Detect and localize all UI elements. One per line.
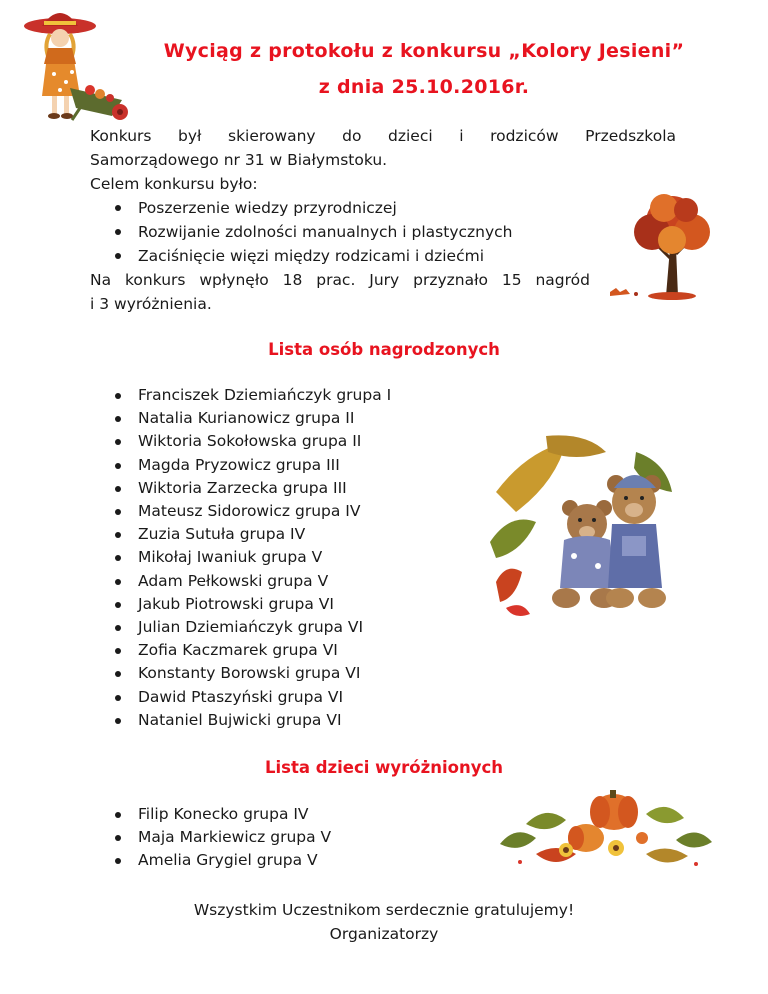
entries-line2: i 3 wyróżnienia. xyxy=(90,295,212,313)
list-item: Rozwijanie zdolności manualnych i plastycznych xyxy=(90,220,676,244)
entries-line1: Na konkurs wpłynęło 18 prac. Jury przyznało 15 nagród xyxy=(90,271,590,289)
intro-line2: Samorządowego nr 31 w Białymstoku. xyxy=(90,151,388,169)
list-item: Nataniel Bujwicki grupa VI xyxy=(88,709,391,732)
list-item: Wiktoria Sokołowska grupa II xyxy=(88,430,391,453)
document-title-line2: z dnia 25.10.2016r. xyxy=(318,76,530,98)
list-item: Filip Konecko grupa IV xyxy=(88,803,331,826)
list-item: Mikołaj Iwaniuk grupa V xyxy=(88,546,391,569)
list-item: Natalia Kurianowicz grupa II xyxy=(88,407,391,430)
list-item: Jakub Piotrowski grupa VI xyxy=(88,593,391,616)
list-item: Magda Pryzowicz grupa III xyxy=(88,454,391,477)
intro-line1: Konkurs był skierowany do dzieci i rodziców Przedszkola xyxy=(90,127,676,145)
girl-wheelbarrow-illustration xyxy=(14,4,134,130)
list-item: Dawid Ptaszyński grupa VI xyxy=(88,686,391,709)
list-item: Julian Dziemiańczyk grupa VI xyxy=(88,616,391,639)
teddy-bears-illustration xyxy=(486,432,676,622)
list-item: Adam Pełkowski grupa V xyxy=(88,570,391,593)
awarded-list xyxy=(88,384,391,732)
pumpkin-garland-illustration xyxy=(496,784,716,876)
list-item: Wiktoria Zarzecka grupa III xyxy=(88,477,391,500)
distinguished-list xyxy=(88,803,331,873)
list-item: Zofia Kaczmarek grupa VI xyxy=(88,639,391,662)
goal-header: Celem konkursu było: xyxy=(90,175,258,193)
list-item: Konstanty Borowski grupa VI xyxy=(88,662,391,685)
distinguished-heading: Lista dzieci wyróżnionych xyxy=(264,758,504,777)
list-item: Zaciśnięcie więzi między rodzicami i dziećmi xyxy=(90,244,676,268)
closing-congratulations: Wszystkim Uczestnikom serdecznie gratulujemy! xyxy=(193,901,575,919)
list-item: Amelia Grygiel grupa V xyxy=(88,849,331,872)
list-item: Zuzia Sutuła grupa IV xyxy=(88,523,391,546)
list-item: Maja Markiewicz grupa V xyxy=(88,826,331,849)
intro-section xyxy=(90,124,676,316)
list-item: Poszerzenie wiedzy przyrodniczej xyxy=(90,196,676,220)
awarded-heading: Lista osób nagrodzonych xyxy=(268,340,500,359)
list-item: Mateusz Sidorowicz grupa IV xyxy=(88,500,391,523)
goals-list xyxy=(90,196,676,268)
document-title-line1: Wyciąg z protokołu z konkursu „Kolory Jesieni” xyxy=(163,40,685,62)
autumn-tree-illustration xyxy=(606,188,714,304)
list-item: Franciszek Dziemiańczyk grupa I xyxy=(88,384,391,407)
closing-signature: Organizatorzy xyxy=(329,925,439,943)
